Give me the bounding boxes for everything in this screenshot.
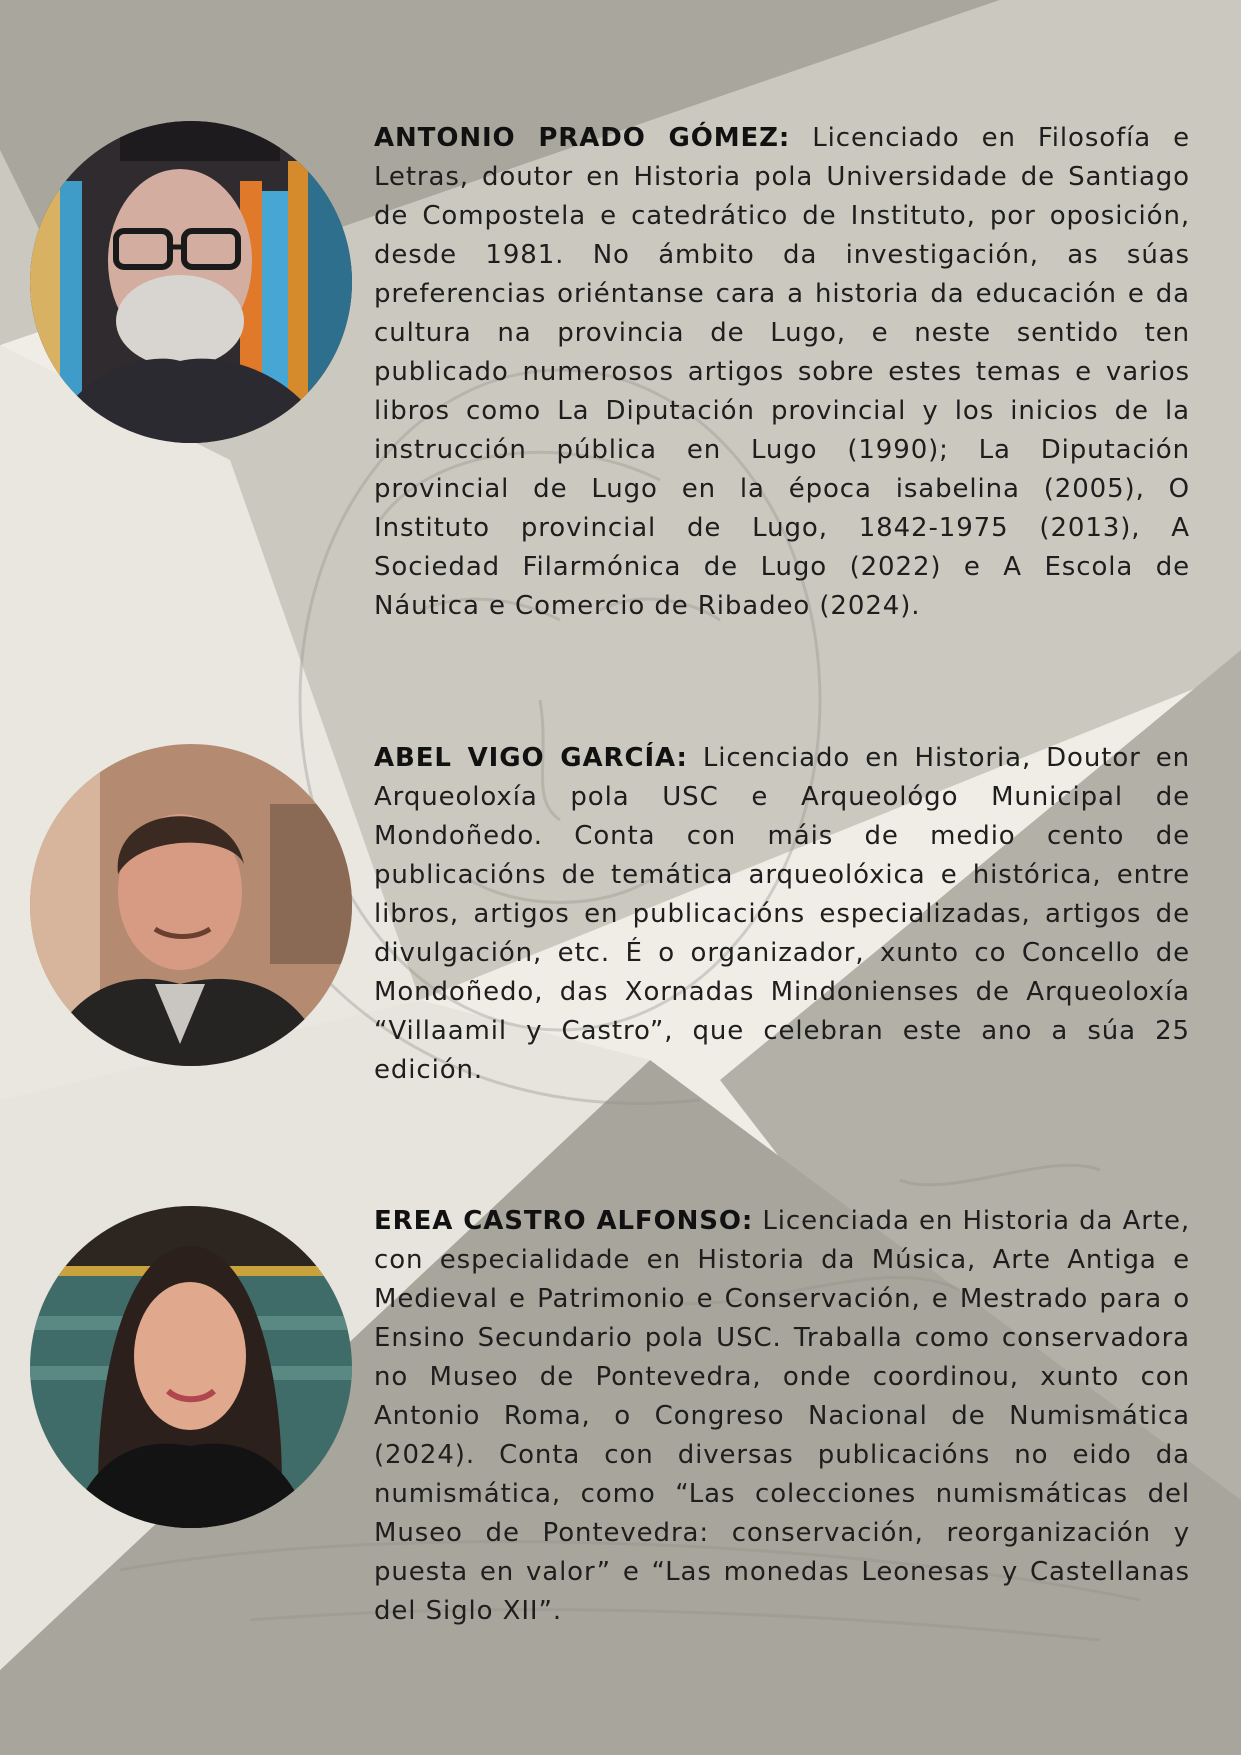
bio-text: Licenciado en Filosofía e Letras, doutor en Historia pola Universidade de Santiago de Compostela e catedrático de Instituto, por oposición, desde 1981. No ámbito da investigación, as súas preferencias oriéntanse cara a historia da educación e da cultura na provincia de Lugo, e neste sentido ten publicado numerosos artigos sobre estes temas e varios libros como La Diputación provincial y los inicios de la instrucción pública en Lugo (1990); La Diputación provincial de Lugo en la época isabelina (2005), O Instituto provincial de Lugo, 1842-1975 (2013), A Sociedad Filarmónica de Lugo (2022) e A Escola de Náutica e Comercio de Ribadeo (2024). [374, 123, 1190, 621]
portrait-antonio-prado-gomez [30, 121, 352, 443]
portrait-erea-castro-alfonso [30, 1206, 352, 1528]
bio-antonio-prado-gomez [374, 119, 1190, 626]
bio-erea-castro-alfonso [374, 1202, 1190, 1631]
bio-name: ABEL VIGO GARCÍA: [374, 743, 688, 773]
bio-text: Licenciado en Historia, Doutor en Arqueoloxía pola USC e Arqueológo Municipal de Mondoñedo. Conta con máis de medio cento de publicacións de temática arqueolóxica e histórica, entre libros, artigos en publicacións especializadas, artigos de divulgación, etc. É o organizador, xunto co Concello de Mondoñedo, das Xornadas Mindonienses de Arqueoloxía “Villaamil y Castro”, que celebran este ano a súa 25 edición. [374, 743, 1191, 1085]
bio-abel-vigo-garcia [374, 739, 1190, 1090]
portrait-abel-vigo-garcia [30, 744, 352, 1066]
bio-text: Licenciada en Historia da Arte, con especialidade en Historia da Música, Arte Antiga e Medieval e Patrimonio e Conservación, e Mestrado para o Ensino Secundario pola USC. Traballa como conservadora no Museo de Pontevedra, onde coordinou, xunto con Antonio Roma, o Congreso Nacional de Numismática (2024). Conta con diversas publicacións no eido da numismática, como “Las colecciones numismáticas del Museo de Pontevedra: conservación, reorganización y puesta en valor” e “Las monedas Leonesas y Castellanas del Siglo XII”. [374, 1206, 1191, 1626]
bio-name: EREA CASTRO ALFONSO: [374, 1206, 754, 1236]
bio-name: ANTONIO PRADO GÓMEZ: [374, 123, 791, 153]
